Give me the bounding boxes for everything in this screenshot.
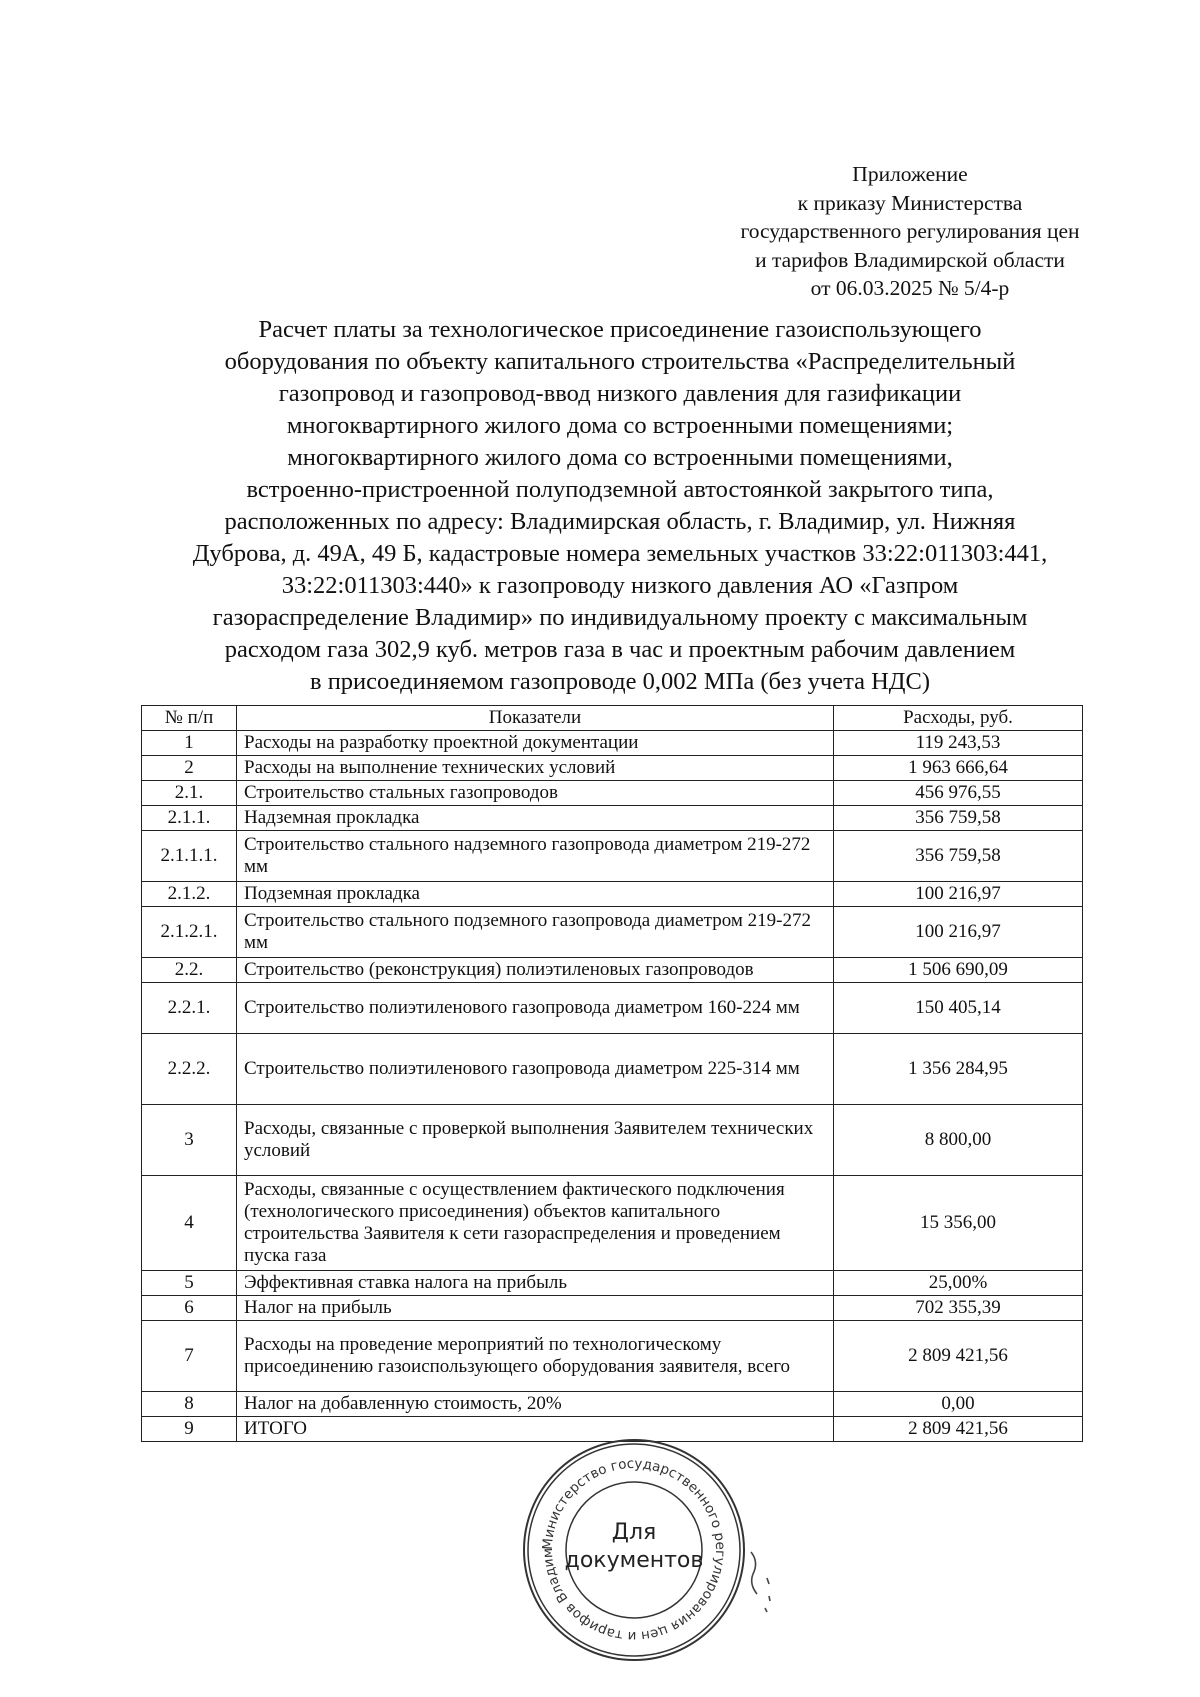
title-line: 33:22:011303:440» к газопроводу низкого давления АО «Газпром — [281, 572, 959, 599]
row-value: 1 506 690,09 — [834, 958, 1083, 983]
stamp-ring-text: Министерство государственного регулирования цен и тарифов Владим — [539, 1455, 729, 1645]
row-num: 2.2.2. — [142, 1034, 237, 1105]
signature-scribble-icon — [745, 1548, 785, 1618]
title-line: многоквартирного жилого дома со встроенными помещениями; — [286, 412, 954, 439]
row-num: 9 — [142, 1417, 237, 1442]
header-name: Показатели — [237, 706, 834, 731]
row-name: Строительство стальных газопроводов — [237, 781, 834, 806]
table-row — [142, 882, 1083, 907]
row-name: Строительство полиэтиленового газопровода диаметром 225-314 мм — [237, 1034, 834, 1105]
row-name: Расходы, связанные с проверкой выполнения Заявителем технических условий — [237, 1105, 834, 1176]
row-name: Налог на добавленную стоимость, 20% — [237, 1392, 834, 1417]
table-header-row — [142, 706, 1083, 731]
row-num: 2.1.1. — [142, 806, 237, 831]
row-num: 2.2. — [142, 958, 237, 983]
row-num: 2.2.1. — [142, 983, 237, 1034]
table-row — [142, 1105, 1083, 1176]
title-line: Расчет платы за технологическое присоединение газоиспользующего — [258, 316, 982, 343]
row-value: 15 356,00 — [834, 1176, 1083, 1271]
row-num: 6 — [142, 1296, 237, 1321]
title-line: расходом газа 302,9 куб. метров газа в час и проектным рабочим давлением — [224, 636, 1016, 663]
appendix-line: государственного регулирования цен — [740, 219, 1080, 243]
row-num: 7 — [142, 1321, 237, 1392]
row-name: Надземная прокладка — [237, 806, 834, 831]
row-name: ИТОГО — [237, 1417, 834, 1442]
row-num: 2.1. — [142, 781, 237, 806]
row-num: 2 — [142, 756, 237, 781]
title-line: Дуброва, д. 49А, 49 Б, кадастровые номера земельных участков 33:22:011303:441, — [192, 540, 1048, 567]
row-value: 356 759,58 — [834, 831, 1083, 882]
row-name: Налог на прибыль — [237, 1296, 834, 1321]
calculation-table — [141, 705, 1083, 1442]
appendix-line: к приказу Министерства — [797, 190, 1023, 215]
row-value: 456 976,55 — [834, 781, 1083, 806]
row-value: 2 809 421,56 — [834, 1417, 1083, 1442]
row-num: 4 — [142, 1176, 237, 1271]
row-num: 2.1.2.1. — [142, 907, 237, 958]
title-line: оборудования по объекту капитального строительства «Распределительный — [224, 348, 1016, 375]
row-num: 2.1.2. — [142, 882, 237, 907]
header-value: Расходы, руб. — [834, 706, 1083, 731]
table-row — [142, 1296, 1083, 1321]
stamp-center-line1: Для — [611, 1520, 657, 1545]
row-name: Строительство полиэтиленового газопровода диаметром 160-224 мм — [237, 983, 834, 1034]
row-value: 1 356 284,95 — [834, 1034, 1083, 1105]
appendix-block — [690, 160, 1130, 303]
table-row — [142, 1271, 1083, 1296]
table-row — [142, 831, 1083, 882]
appendix-line: и тарифов Владимирской области — [755, 247, 1065, 272]
row-name: Расходы на выполнение технических условий — [237, 756, 834, 781]
table-row — [142, 1034, 1083, 1105]
table-row — [142, 1321, 1083, 1392]
table-row — [142, 983, 1083, 1034]
table-row — [142, 781, 1083, 806]
title-line: расположенных по адресу: Владимирская область, г. Владимир, ул. Нижняя — [224, 508, 1016, 535]
row-name: Строительство (реконструкция) полиэтиленовых газопроводов — [237, 958, 834, 983]
row-value: 2 809 421,56 — [834, 1321, 1083, 1392]
row-name: Подземная прокладка — [237, 882, 834, 907]
row-name: Строительство стального надземного газопровода диаметром 219-272 мм — [237, 831, 834, 882]
row-value: 8 800,00 — [834, 1105, 1083, 1176]
table-row — [142, 806, 1083, 831]
document-title — [140, 314, 1100, 698]
title-line: в присоединяемом газопроводе 0,002 МПа (без учета НДС) — [310, 668, 930, 695]
table-row — [142, 731, 1083, 756]
row-name: Расходы на проведение мероприятий по технологическому присоединению газоиспользующего оборудования заявителя, всего — [237, 1321, 834, 1392]
row-value: 150 405,14 — [834, 983, 1083, 1034]
table-row — [142, 1176, 1083, 1271]
appendix-line: от 06.03.2025 № 5/4-р — [810, 276, 1010, 300]
table-row — [142, 756, 1083, 781]
header-num: № п/п — [142, 706, 237, 731]
row-num: 8 — [142, 1392, 237, 1417]
row-value: 0,00 — [834, 1392, 1083, 1417]
signature-marks — [745, 1548, 785, 1625]
title-line: газопровод и газопровод-ввод низкого давления для газификации — [278, 380, 962, 407]
title-line: встроенно-пристроенной полуподземной автостоянкой закрытого типа, — [246, 476, 994, 503]
row-num: 2.1.1.1. — [142, 831, 237, 882]
row-num: 3 — [142, 1105, 237, 1176]
row-num: 1 — [142, 731, 237, 756]
title-line: газораспределение Владимир» по индивидуальному проекту с максимальным — [212, 604, 1028, 631]
row-value: 119 243,53 — [834, 731, 1083, 756]
row-name: Расходы на разработку проектной документации — [237, 731, 834, 756]
row-value: 1 963 666,64 — [834, 756, 1083, 781]
official-stamp — [520, 1436, 748, 1664]
row-num: 5 — [142, 1271, 237, 1296]
table-row — [142, 958, 1083, 983]
row-name: Расходы, связанные с осуществлением фактического подключения (технологического присоединения) объектов капитального строительства Заявителя к сети газораспределения и проведением пуска газа — [237, 1176, 834, 1271]
row-value: 356 759,58 — [834, 806, 1083, 831]
stamp-center-line2: документов — [564, 1548, 704, 1573]
row-name: Строительство стального подземного газопровода диаметром 219-272 мм — [237, 907, 834, 958]
appendix-line: Приложение — [852, 162, 968, 186]
row-value: 100 216,97 — [834, 907, 1083, 958]
row-value: 702 355,39 — [834, 1296, 1083, 1321]
row-name: Эффективная ставка налога на прибыль — [237, 1271, 834, 1296]
table-row — [142, 907, 1083, 958]
row-value: 25,00% — [834, 1271, 1083, 1296]
table-row — [142, 1392, 1083, 1417]
row-value: 100 216,97 — [834, 882, 1083, 907]
title-line: многоквартирного жилого дома со встроенными помещениями, — [287, 444, 953, 471]
